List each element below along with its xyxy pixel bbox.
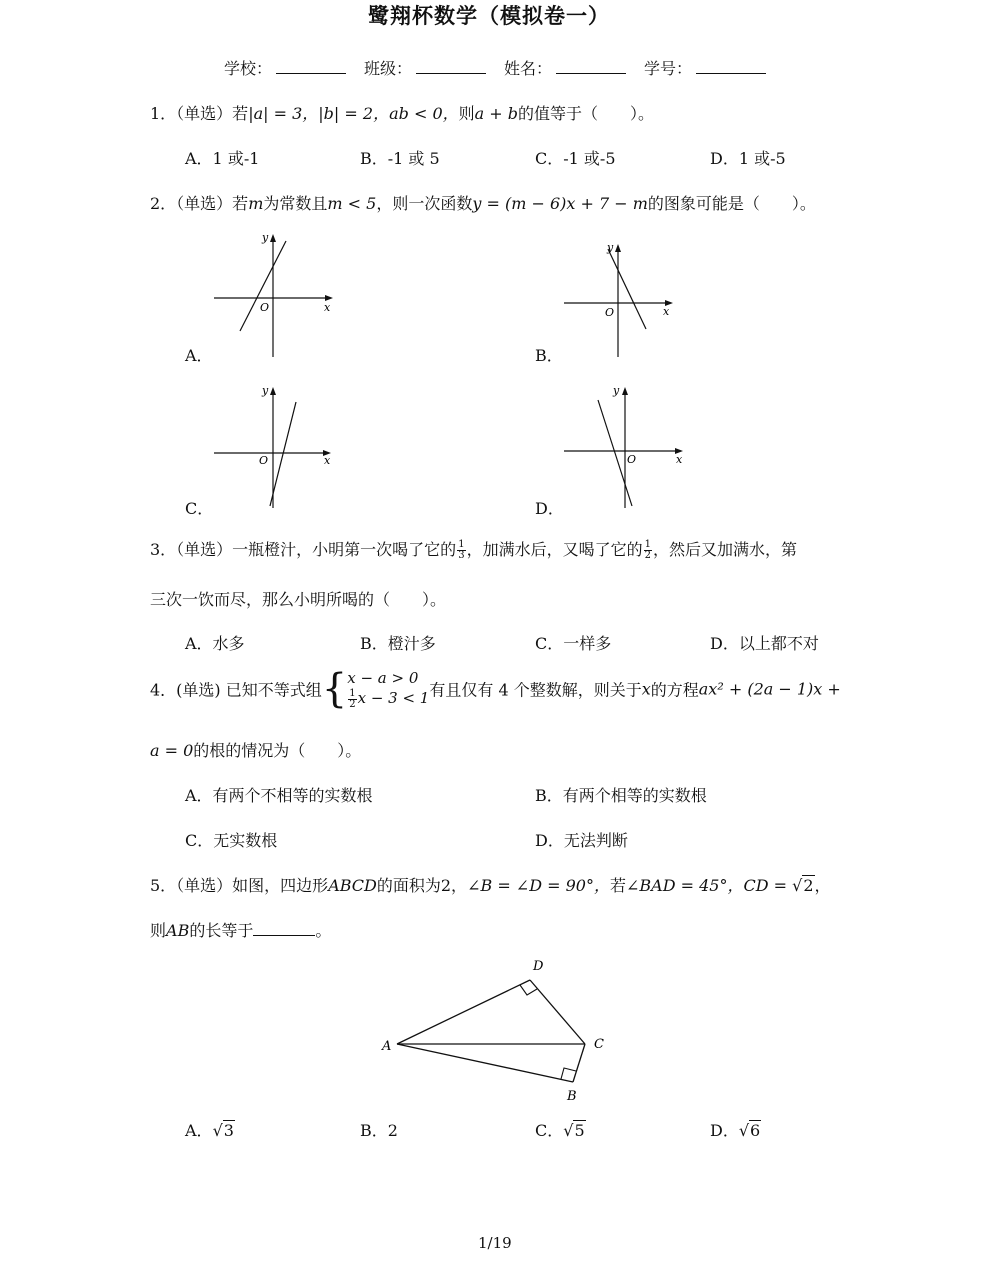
- y-label: y: [262, 384, 269, 397]
- q2-prefix: 2．（单选）若: [150, 194, 249, 213]
- school-label: 学校：: [224, 59, 273, 78]
- q5-option-b-value: 2: [387, 1121, 398, 1140]
- q5-option-c-value: 5: [574, 1121, 585, 1140]
- q4-prefix: 4．(单选) 已知不等式组: [150, 680, 322, 700]
- q2-graph-b: [550, 235, 700, 365]
- name-label: 姓名：: [504, 59, 553, 78]
- q3-option-a[interactable]: A．水多: [185, 634, 245, 653]
- q4-ineq1: x − a > 0: [347, 669, 419, 687]
- q3-prefix: 3．（单选）一瓶橙汁，小明第一次喝了它的: [150, 540, 457, 559]
- q3-option-c[interactable]: C．一样多: [535, 634, 612, 653]
- x-label: x: [324, 454, 331, 467]
- q1-ask-expr: a + b: [474, 104, 518, 123]
- q4-option-b[interactable]: B．有两个相等的实数根: [535, 786, 707, 805]
- q4-text1: 有且仅有 4 个整数解，则关于: [429, 680, 642, 700]
- y-label: y: [607, 241, 614, 254]
- y-axis-arrow-icon: [615, 244, 621, 252]
- q5-option-d-letter: D．: [710, 1121, 739, 1140]
- q3-fraction-2: $\frac{1}{2}$: [644, 539, 651, 561]
- inequality-system: [347, 668, 429, 710]
- q2-option-d[interactable]: D．: [535, 499, 564, 518]
- segment-ad: [397, 980, 530, 1044]
- q2-func: y = (m − 6)x + 7 − m: [472, 194, 648, 213]
- q5-option-c-letter: C．: [535, 1121, 564, 1140]
- sqrt-icon: √: [212, 1121, 223, 1140]
- q2-text1: 为常数且: [263, 194, 328, 213]
- y-label: y: [613, 384, 620, 397]
- q5-option-d[interactable]: [710, 1118, 761, 1141]
- q5-answer-blank[interactable]: [253, 921, 315, 936]
- q1-option-a[interactable]: A．1 或-1: [185, 149, 260, 168]
- page-number: 1/19: [478, 1234, 512, 1252]
- origin-label: O: [605, 306, 615, 319]
- q1-cond-ab: ab < 0，: [389, 104, 459, 123]
- q5-option-c[interactable]: [535, 1118, 586, 1141]
- q5-cd-val: 2: [803, 876, 814, 895]
- q2-m: m: [248, 194, 264, 213]
- function-line: [270, 402, 296, 506]
- q2-option-b[interactable]: B．: [535, 346, 563, 365]
- q5-cd: CD =: [743, 876, 793, 895]
- q5-ab: AB: [166, 921, 190, 940]
- question-1: [150, 101, 654, 124]
- origin-label: O: [260, 301, 270, 314]
- page-title: 鹭翔杯数学（模拟卷一）: [368, 4, 610, 28]
- q5-line2-end: 。: [315, 921, 332, 940]
- x-label: x: [676, 453, 683, 466]
- school-blank[interactable]: [276, 59, 346, 74]
- function-line: [240, 241, 286, 331]
- q5-text2: 若: [609, 876, 626, 895]
- q5-option-a-letter: A．: [185, 1121, 213, 1140]
- q5-line2-post: 的长等于: [189, 921, 254, 940]
- right-angle-b-icon: [561, 1068, 576, 1079]
- question-5: 5．（单选）如图，四边形ABCD的面积为2，∠B = ∠D = 90°，若∠BAD = 45°，CD = √2，: [150, 876, 831, 895]
- class-field[interactable]: [364, 56, 486, 79]
- segment-ba: [397, 1044, 573, 1082]
- q5-line2-pre: 则: [150, 921, 167, 940]
- q4-text2: 的方程: [650, 680, 699, 700]
- q5-angles: ∠B = ∠D = 90°，: [467, 876, 610, 895]
- question-3: [150, 537, 797, 561]
- q2-graph-a: [200, 225, 350, 365]
- system-brace: {: [321, 665, 348, 712]
- q1-ask-pre: 则: [458, 104, 475, 123]
- segment-cb: [573, 1044, 585, 1082]
- y-label: y: [262, 231, 269, 244]
- q1-prefix: 1．（单选）若: [150, 104, 249, 123]
- q5-option-a-value: 3: [223, 1121, 234, 1140]
- label-d: D: [533, 959, 544, 974]
- q2-graph-d: [550, 380, 700, 515]
- student-id-blank[interactable]: [696, 59, 766, 74]
- y-axis-arrow-icon: [622, 387, 628, 395]
- class-label: 班级：: [364, 59, 413, 78]
- label-a: A: [382, 1039, 392, 1054]
- q4-eq: ax² + (2a − 1)x +: [698, 679, 841, 699]
- q2-cond: m < 5: [327, 194, 377, 213]
- class-blank[interactable]: [416, 59, 486, 74]
- q1-option-b[interactable]: B．-1 或 5: [360, 149, 440, 168]
- label-c: C: [594, 1037, 604, 1052]
- q5-quad: ABCD: [328, 876, 377, 895]
- sqrt-icon: √: [792, 876, 803, 895]
- q4-var: x: [641, 679, 651, 699]
- q5-option-d-value: 6: [750, 1121, 761, 1140]
- question-4: [150, 665, 841, 712]
- q2-text2: ，则一次函数: [376, 194, 473, 213]
- q4-option-a[interactable]: A．有两个不相等的实数根: [185, 786, 373, 805]
- q2-option-c[interactable]: C．: [185, 499, 214, 518]
- q5-option-b-letter: B．: [360, 1121, 388, 1140]
- sqrt-icon: √: [563, 1121, 574, 1140]
- q3-end: ，然后又加满水，第: [652, 540, 797, 559]
- q4-line2-text: 的根的情况为（ ）。: [193, 741, 362, 760]
- q1-option-d[interactable]: D．1 或-5: [710, 149, 786, 168]
- q4-ineq2: $\frac{1}{2}$ x − 3 < 1: [349, 687, 430, 710]
- q1-cond-b: |b| = 2，: [318, 104, 390, 123]
- school-field[interactable]: [224, 56, 346, 79]
- q1-ask-post: 的值等于（ ）。: [518, 104, 655, 123]
- y-axis-arrow-icon: [270, 387, 276, 395]
- origin-label: O: [627, 453, 637, 466]
- x-label: x: [324, 301, 331, 314]
- student-id-field[interactable]: [644, 56, 766, 79]
- q5-figure: [375, 950, 625, 1105]
- q4-frac: $\frac{1}{2}$: [349, 687, 356, 710]
- q5-option-a[interactable]: [185, 1118, 235, 1141]
- q1-option-c[interactable]: C．-1 或-5: [535, 149, 616, 168]
- q4-option-c[interactable]: C．无实数根: [185, 831, 278, 850]
- q1-cond-a: |a| = 3，: [248, 104, 319, 123]
- student-id-label: 学号：: [644, 59, 693, 78]
- name-blank[interactable]: [556, 59, 626, 74]
- segment-dc: [530, 980, 585, 1044]
- q5-option-b[interactable]: [360, 1118, 398, 1141]
- q2-option-a[interactable]: A．: [185, 346, 213, 365]
- q3-fraction-1: $\frac{1}{3}$: [458, 539, 465, 561]
- q2-graph-c: [200, 380, 350, 515]
- y-axis-arrow-icon: [270, 234, 276, 242]
- q3-line2: 三次一饮而尽，那么小明所喝的（ ）。: [150, 590, 447, 609]
- q3-option-d[interactable]: D．以上都不对: [710, 634, 819, 653]
- q5-text1: 的面积为2，: [376, 876, 468, 895]
- q4-line2: [150, 738, 361, 761]
- name-field[interactable]: [504, 56, 626, 79]
- x-label: x: [663, 305, 670, 318]
- label-b: B: [567, 1089, 577, 1104]
- sqrt-icon: √: [738, 1121, 750, 1140]
- q5-angle-bad: ∠BAD = 45°，: [626, 876, 744, 895]
- q3-option-b[interactable]: B．橙汁多: [360, 634, 436, 653]
- q4-line2-eq: a = 0: [150, 741, 194, 760]
- right-angle-d-icon: [520, 985, 537, 995]
- q2-text3: 的图象可能是（ ）。: [647, 194, 816, 213]
- q4-option-d[interactable]: D．无法判断: [535, 831, 628, 850]
- q3-mid: ，加满水后，又喝了它的: [466, 540, 643, 559]
- origin-label: O: [259, 454, 269, 467]
- question-2: [150, 191, 816, 214]
- q5-prefix: 5．（单选）如图，四边形: [150, 876, 329, 895]
- q5-line2: [150, 918, 331, 941]
